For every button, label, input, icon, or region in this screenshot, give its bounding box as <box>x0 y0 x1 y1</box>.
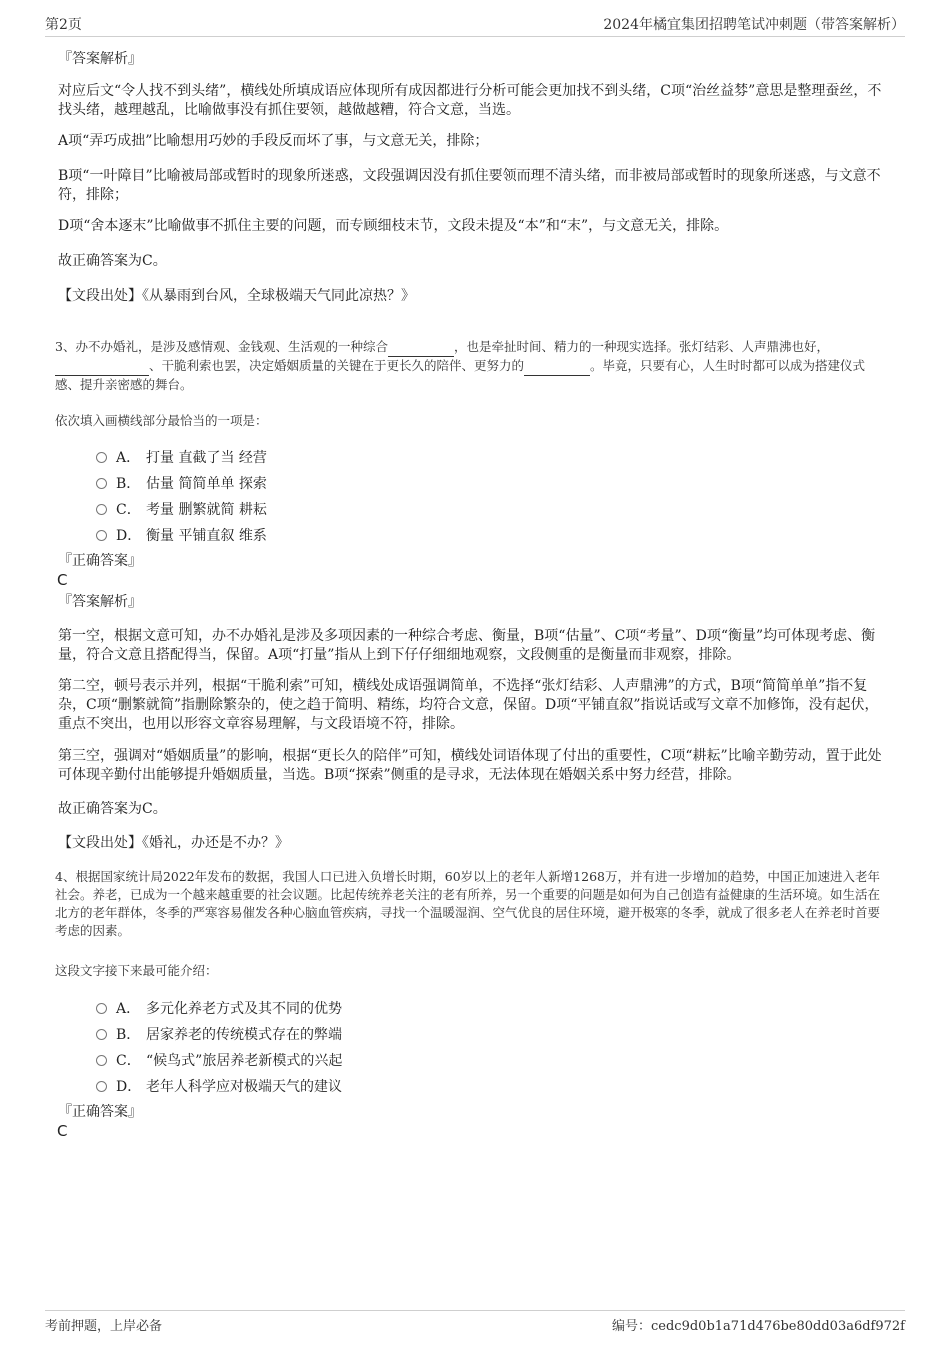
q3-analysis-para1: 第一空，根据文意可知，办不办婚礼是涉及多项因素的一种综合考虑、衡量，B项“估量”、C项“考量”、D项“衡量”均可体现考虑、衡量，符合文意且搭配得当，保留。A项“打量”指从上到下仔仔细细地观察，文段侧重的是衡量而非观察，排除。 <box>58 628 876 663</box>
option-letter: D． <box>116 528 142 544</box>
q3-stem-part1: 3、办不办婚礼，是涉及感情观、金钱观、生活观的一种综合 <box>55 339 388 354</box>
option-letter: A． <box>116 1001 141 1017</box>
q2-analysis-para2: A项“弄巧成拙”比喻想用巧妙的手段反而坏了事，与文意无关，排除； <box>58 133 489 149</box>
q3-option-a[interactable] <box>96 447 267 467</box>
q4-answer-label: 『正确答案』 <box>58 1104 142 1120</box>
q3-source: 【文段出处】《婚礼，办还是不办？》 <box>58 835 289 851</box>
radio-icon[interactable] <box>96 452 107 463</box>
q4-prompt: 这段文字接下来最可能介绍： <box>55 963 218 978</box>
q4-option-d[interactable] <box>96 1076 342 1096</box>
q3-option-b[interactable] <box>96 473 267 493</box>
option-text: 居家养老的传统模式存在的弊端 <box>146 1027 342 1043</box>
q4-option-c[interactable] <box>96 1050 342 1070</box>
q3-blank-1 <box>388 338 454 357</box>
q3-answer: C <box>57 571 68 589</box>
page-number: 第2页 <box>45 17 82 33</box>
q4-stem: 4、根据国家统计局2022年发布的数据，我国人口已进入负增长时期，60岁以上的老年人新增1268万，并有进一步增加的趋势，中国正加速进入老年社会。养老，已成为一个越来越重要的社会议题。比起传统养老关注的老有所养，另一个重要的问题是如何为自己创造有益健康的生活环境。如生活在北方的老年群体，冬季的严寒容易催发各种心脑血管疾病，寻找一个温暖湿润、空气优良的居住环境，避开极寒的冬季，就成了很多老人在养老时首要考虑的因素。 <box>55 869 881 938</box>
q3-option-c[interactable] <box>96 499 267 519</box>
q3-answer-label: 『正确答案』 <box>58 553 142 569</box>
q3-prompt: 依次填入画横线部分最恰当的一项是： <box>55 413 268 428</box>
q3-conclusion: 故正确答案为C。 <box>58 801 167 817</box>
q3-blank-3 <box>524 357 590 376</box>
q2-conclusion: 故正确答案为C。 <box>58 253 167 269</box>
q3-stem-part2: ，也是牵扯时间、精力的一种现实选择。张灯结彩、人声鼎沸也好， <box>453 339 829 354</box>
q3-option-d[interactable] <box>96 525 267 545</box>
radio-icon[interactable] <box>96 478 107 489</box>
radio-icon[interactable] <box>96 504 107 515</box>
option-letter: C． <box>116 502 141 518</box>
page-header <box>45 14 905 37</box>
document-id: 编号：cedc9d0b1a71d476be80dd03a6df972f <box>612 1319 905 1334</box>
radio-icon[interactable] <box>96 1055 107 1066</box>
q2-analysis-label: 『答案解析』 <box>58 51 142 67</box>
option-letter: A． <box>116 450 141 466</box>
option-text: 打量 直截了当 经营 <box>146 450 267 466</box>
page-footer <box>45 1310 905 1334</box>
radio-icon[interactable] <box>96 1029 107 1040</box>
option-text: 估量 简简单单 探索 <box>146 476 267 492</box>
option-letter: B． <box>116 476 141 492</box>
radio-icon[interactable] <box>96 1081 107 1092</box>
q2-source: 【文段出处】《从暴雨到台风，全球极端天气同此凉热？》 <box>58 288 415 304</box>
q4-option-b[interactable] <box>96 1024 342 1044</box>
q2-analysis-para4: D项“舍本逐末”比喻做事不抓住主要的问题，而专顾细枝末节，文段未提及“本”和“末”，与文意无关，排除。 <box>58 218 729 234</box>
q3-stem-part3: 、干脆利索也罢，决定婚姻质量的关键在于更长久的陪伴、更努力的 <box>149 358 525 373</box>
q3-analysis-para3: 第三空，强调对“婚姻质量”的影响，根据“更长久的陪伴”可知，横线处词语体现了付出的重要性，C项“耕耘”比喻辛勤劳动，置于此处可体现辛勤付出能够提升婚姻质量，当选。B项“探索”侧重的是寻求，无法体现在婚姻关系中努力经营，排除。 <box>58 748 882 783</box>
q3-blank-2 <box>55 357 149 376</box>
option-letter: C． <box>116 1053 141 1069</box>
option-text: “候鸟式”旅居养老新模式的兴起 <box>146 1053 343 1069</box>
q3-stem-part4: 。毕竟，只要有心，人生时时都可以成为搭建仪式感、提升亲密感的舞台。 <box>55 358 866 392</box>
q3-stem <box>55 338 890 394</box>
option-text: 衡量 平铺直叙 维系 <box>146 528 267 544</box>
radio-icon[interactable] <box>96 1003 107 1014</box>
option-text: 多元化养老方式及其不同的优势 <box>146 1001 342 1017</box>
footer-slogan: 考前押题，上岸必备 <box>45 1319 163 1334</box>
option-text: 老年人科学应对极端天气的建议 <box>146 1079 342 1095</box>
q2-analysis-para3: B项“一叶障目”比喻被局部或暂时的现象所迷惑，文段强调因没有抓住要领而理不清头绪，而非被局部或暂时的现象所迷惑，与文意不符，排除； <box>58 168 881 203</box>
q2-analysis-para1: 对应后文“令人找不到头绪”，横线处所填成语应体现所有成因都进行分析可能会更加找不到头绪，C项“治丝益棼”意思是整理蚕丝，不找头绪，越理越乱，比喻做事没有抓住要领，越做越糟，符合文意，当选。 <box>58 83 882 118</box>
q4-answer: C <box>57 1122 68 1140</box>
option-text: 考量 删繁就简 耕耘 <box>146 502 267 518</box>
radio-icon[interactable] <box>96 530 107 541</box>
option-letter: D． <box>116 1079 142 1095</box>
q3-analysis-label: 『答案解析』 <box>58 594 142 610</box>
q3-analysis-para2: 第二空，顿号表示并列，根据“干脆利索”可知，横线处成语强调简单，不选择“张灯结彩、人声鼎沸”的方式，B项“简简单单”指不复杂，C项“删繁就简”指删除繁杂的，使之趋于简明、精练，均符合文意，保留。D项“平铺直叙”指说话或写文章不加修饰，没有起伏，重点不突出，也用以形容文章容易理解，与文段语境不符，排除。 <box>58 678 879 732</box>
option-letter: B． <box>116 1027 141 1043</box>
q4-option-a[interactable] <box>96 998 342 1018</box>
document-title: 2024年橘宜集团招聘笔试冲刺题（带答案解析） <box>603 17 905 33</box>
